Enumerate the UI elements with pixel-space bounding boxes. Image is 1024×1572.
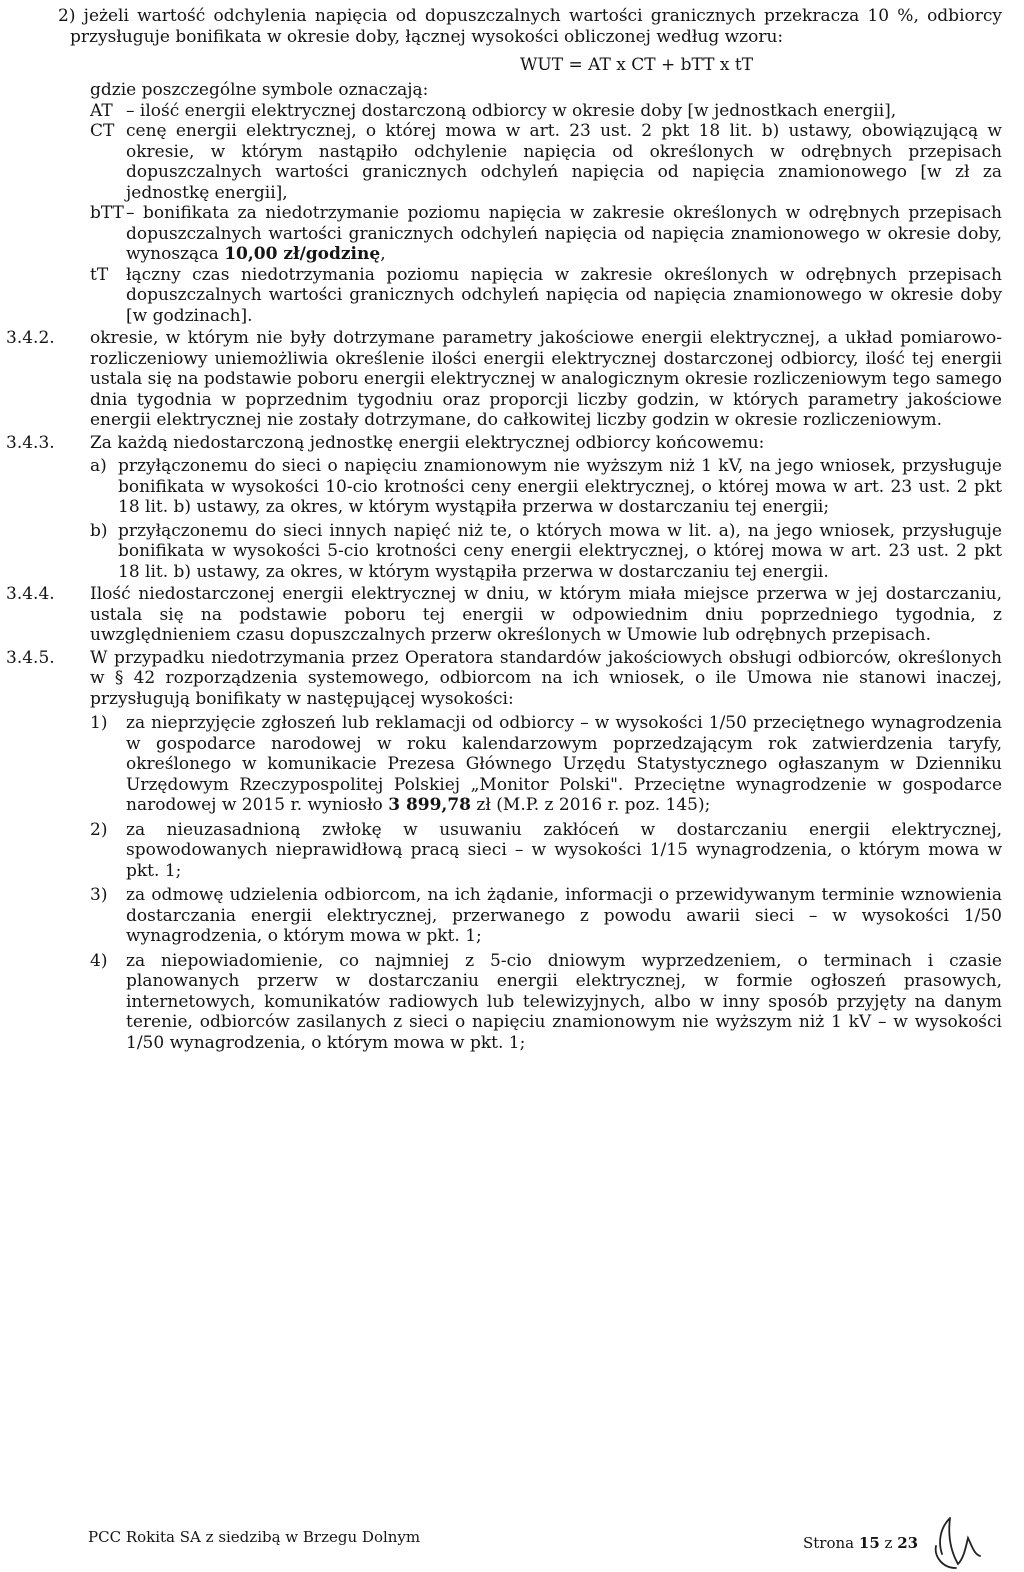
symbol-description: cenę energii elektrycznej, o której mowa w art. 23 ust. 2 pkt 18 lit. b) ustawy, obowiązującą w okresie, w którym nastąpiło odchylenie napięcia od określonych w odrębnych przepisach dopuszczalnych wartości granicznych odchyleń napięcia od napięcia znamionowego [w zł za jednostkę energii], [126, 121, 1002, 203]
page-separator: z [879, 1534, 898, 1552]
symbol-label: bTT [90, 203, 124, 223]
footer-company: PCC Rokita SA z siedzibą w Brzegu Dolnym [88, 1528, 421, 1546]
definition-at [90, 101, 1002, 122]
desc-part: – bonifikata za niedotrzymanie poziomu napięcia w zakresie określonych w odrębnych przepisach dopuszczalnych wartości granicznych odchyleń napięcia od napięcia znamionowego w okresie doby, wynosząca [126, 203, 1002, 264]
desc-part: , [380, 244, 386, 264]
section-text: okresie, w którym nie były dotrzymane parametry jakościowe energii elektrycznej, a układ pomiarowo-rozliczeniowy uniemożliwia określenie ilości energii elektrycznej dostarczonej odbiorcy, ilość tej energii ustala się na podstawie poboru energii elektrycznej w analogicznym okresie rozliczeniowym tego samego dnia tygodnia w poprzednim tygodniu oraz proporcji liczby godzin, w których parametry jakościowe energii elektrycznej nie zostały dotrzymane, do całkowitej liczby godzin w okresie rozliczeniowym. [90, 328, 1002, 430]
symbol-label: tT [90, 264, 109, 285]
item-marker: 3) [90, 885, 108, 905]
page-number [803, 1534, 918, 1552]
definition-btt [90, 203, 1002, 265]
section-number: 3.4.2. [6, 328, 55, 348]
item-text [126, 713, 1002, 816]
section-number: 3.4.3. [6, 432, 55, 453]
section-3-4-5 [6, 648, 1002, 1054]
list-item-1 [90, 713, 1002, 816]
section-number: 3.4.4. [6, 584, 55, 604]
list-item-a [90, 456, 1002, 518]
symbol-label: AT [90, 100, 113, 121]
item-part: zł (M.P. z 2016 r. poz. 145); [471, 795, 711, 815]
item-marker: 1) [90, 713, 108, 733]
item-text: za odmowę udzielenia odbiorcom, na ich żądanie, informacji o przewidywanym terminie wznowienia dostarczania energii elektrycznej, przerwanego z powodu awarii sieci – w wysokości 1/50 wynagrodzenia, o którym mowa w pkt. 1; [126, 885, 1002, 946]
average-salary: 3 899,78 [388, 795, 472, 815]
section-3-4-2 [6, 328, 1002, 431]
item-part: za nieprzyjęcie zgłoszeń lub reklamacji od odbiorcy – w wysokości 1/50 przeciętnego wynagrodzenia w gospodarce narodowej w roku kalendarzowym poprzedzającym rok zatwierdzenia taryfy, określonego w komunikacie Prezesa Głównego Urzędu Statystycznego ogłaszanym w Dzienniku Urzędowym Rzeczypospolitej Polskiej „Monitor Polski". Przeciętne wynagrodzenie w gospodarce narodowej w 2015 r. wyniosło [126, 713, 1002, 815]
signature-initials [928, 1512, 986, 1570]
total-pages: 23 [897, 1534, 919, 1552]
section-number: 3.4.5. [6, 647, 55, 668]
section-text: Ilość niedostarczonej energii elektrycznej w dniu, w którym miała miejsce przerwa w jej dostarczaniu, ustala się na podstawie poboru tej energii w odpowiednim dniu poprzedniego tygodnia, z uwzględnieniem czasu dopuszczalnych przerw określonych w Umowie lub odrębnych przepisach. [90, 584, 1002, 645]
item-marker: a) [90, 456, 107, 476]
symbol-label: CT [90, 121, 115, 141]
item-text: przyłączonemu do sieci o napięciu znamionowym nie wyższym niż 1 kV, na jego wniosek, przysługuje bonifikata w wysokości 10-cio krotności ceny energii elektrycznej, o której mowa w art. 23 ust. 2 pkt 18 lit. b) ustawy, za okres, w którym wystąpiła przerwa w dostarczaniu tej energii; [118, 456, 1002, 517]
symbol-description [126, 203, 1002, 265]
item-marker: 4) [90, 950, 108, 971]
section-3-4-3 [6, 433, 1002, 583]
item-text: przyłączonemu do sieci innych napięć niż te, o których mowa w lit. a), na jego wniosek, przysługuje bonifikata w wysokości 5-cio krotności ceny energii elektrycznej, o której mowa w art. 23 ust. 2 pkt 18 lit. b) ustawy, za okres, w którym wystąpiła przerwa w dostarczaniu tej energii. [118, 520, 1002, 582]
definition-tt [90, 265, 1002, 327]
item-marker: b) [90, 520, 108, 541]
item-text: za nieuzasadnioną zwłokę w usuwaniu zakłóceń w dostarczaniu energii elektrycznej, spowodowanych nieprawidłową pracą sieci – w wysokości 1/15 wynagrodzenia, o którym mowa w pkt. 1; [126, 819, 1002, 881]
bonus-rate: 10,00 zł/godzinę [224, 244, 381, 264]
section-body [90, 648, 1002, 1054]
intro-paragraph: 2) jeżeli wartość odchylenia napięcia od dopuszczalnych wartości granicznych przekracza 10 %, odbiorcy przysługuje bonifikata w okresie doby, łącznej wysokości obliczonej według wzoru: [58, 6, 1002, 47]
symbols-intro: gdzie poszczególne symbole oznaczają: [90, 80, 429, 100]
list-item-b [90, 521, 1002, 583]
definition-ct [90, 121, 1002, 203]
bonus-formula: WUT = AT x CT + bTT x tT [519, 55, 754, 75]
symbol-description: łączny czas niedotrzymania poziomu napięcia w zakresie określonych w odrębnych przepisach dopuszczalnych wartości granicznych odchyleń napięcia od napięcia znamionowego w okresie doby [w godzinach]. [126, 264, 1002, 326]
current-page: 15 [858, 1534, 880, 1552]
list-item-4 [90, 951, 1002, 1054]
section-3-4-4 [6, 584, 1002, 646]
item-marker: 2) [90, 819, 108, 840]
section-body [90, 433, 1002, 583]
item-text: za niepowiadomienie, co najmniej z 5-cio dniowym wyprzedzeniem, o terminach i czasie planowanych przerw w dostarczaniu energii elektrycznej, w formie ogłoszeń prasowych, internetowych, komunikatów radiowych lub telewizyjnych, albo w inny sposób przyjęty na danym terenie, odbiorców zasilanych z sieci o napięciu znamionowym nie wyższym niż 1 kV – w wysokości 1/50 wynagrodzenia, o którym mowa w pkt. 1; [126, 950, 1002, 1053]
symbol-definitions [6, 101, 1002, 327]
section-text: Za każdą niedostarczoną jednostkę energii elektrycznej odbiorcy końcowemu: [90, 432, 765, 453]
page-footer [88, 1508, 1002, 1568]
page-prefix: Strona [803, 1534, 859, 1552]
symbol-description: – ilość energii elektrycznej dostarczoną odbiorcy w okresie doby [w jednostkach energii], [126, 100, 897, 121]
list-item-3 [90, 885, 1002, 947]
list-item-2 [90, 820, 1002, 882]
section-text: W przypadku niedotrzymania przez Operatora standardów jakościowych obsługi odbiorców, określonych w § 42 rozporządzenia systemowego, odbiorcom na ich wniosek, o ile Umowa nie stanowi inaczej, przysługują bonifikaty w następującej wysokości: [90, 647, 1002, 709]
